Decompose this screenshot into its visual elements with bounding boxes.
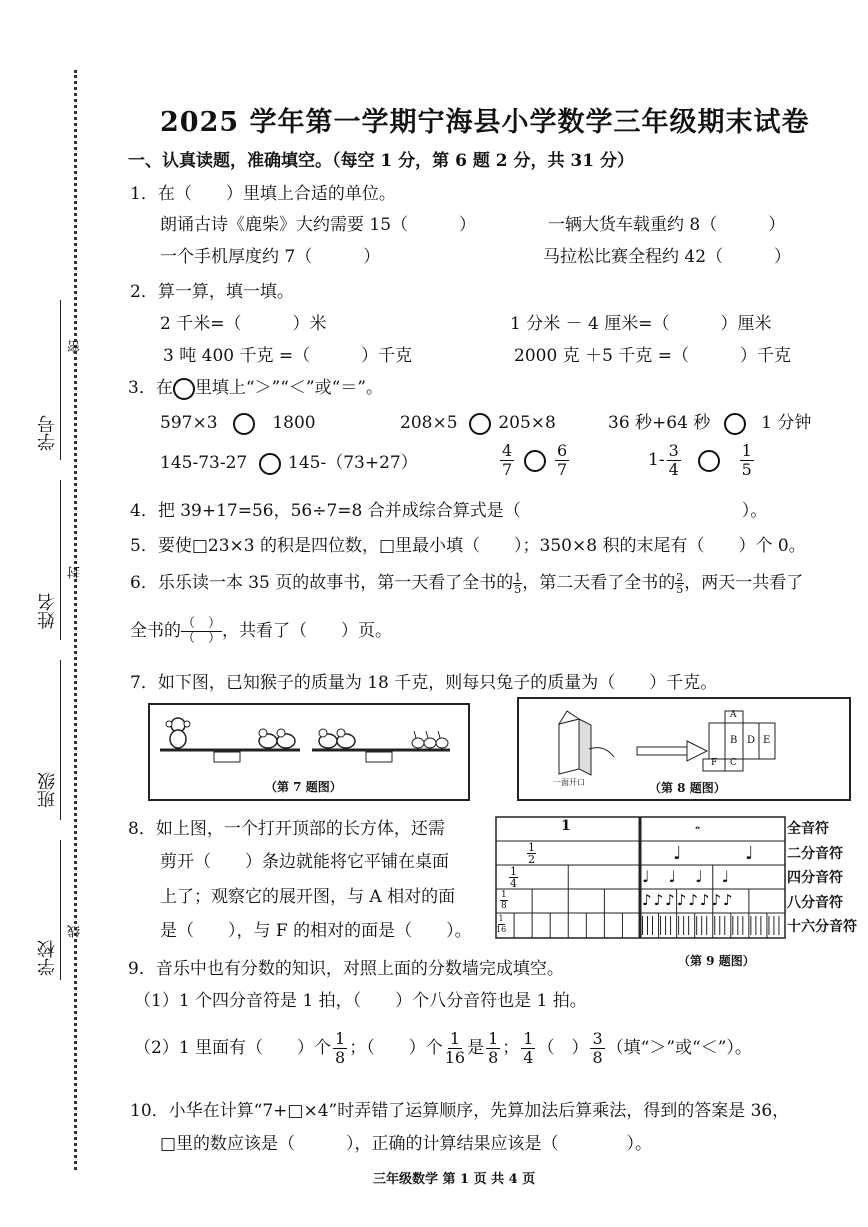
wall-cell-1: 1 [561,818,571,834]
q9-s2-e: （ ） [537,1038,589,1058]
monkey-icon [166,718,190,748]
face-a: A [730,710,737,720]
fig7-box [148,703,470,801]
q2-d: 2000 克 ＋5 千克 =（ ）千克 [514,346,791,366]
half-note-icon: ♩ [673,843,682,864]
q3-c-left: 36 秒+64 秒 [608,413,711,433]
q9-frac2: $\frac{1}{16}$ [444,1029,466,1067]
q3-e-circle[interactable] [524,450,546,472]
q6-blank-frac[interactable]: （ ） （ ） [182,616,222,646]
q9-s2-d: ； [502,1038,520,1058]
quarter-note-icons: ♩♩♩♩ [642,867,749,886]
binding-dotted-line [74,70,77,1170]
fig9-caption: （第 9 题图） [678,954,755,968]
wall-quarter: 1 4 [510,865,517,890]
whole-note-icon: 𝅝 [695,818,701,833]
q9-frac5: $\frac{3}{8}$ [592,1029,603,1067]
q2-c: 3 吨 400 千克 =（ ）千克 [163,346,413,366]
q9-frac4: $\frac{1}{4}$ [523,1029,534,1067]
q9-stem: 9．音乐中也有分数的知识，对照上面的分数墙完成填空。 [128,959,564,979]
fraction-wall [495,816,787,944]
q3-e-frac1: $\frac{4}{7}$ [502,441,513,479]
fig7-caption: （第 7 题图） [265,780,342,794]
face-b: B [730,735,738,746]
q3-stem-post: 里填上“＞”“＜”或“＝”。 [194,378,383,398]
q6-line1 [130,572,803,595]
banji-label: 班级 [37,772,58,808]
fig8-box [517,697,851,801]
face-c: C [730,758,737,768]
q9-s2-c: 是 [467,1038,485,1058]
q4: 4．把 39+17=56，56÷7=8 合并成综合算式是（ ）。 [130,501,768,521]
half-note-icon-2: ♩ [745,843,754,864]
label-eighth: 八分音符 [787,894,843,911]
q9-frac3: $\frac{1}{8}$ [488,1029,499,1067]
q3-a-left: 597×3 [160,413,218,433]
q9-s2-f: （填“＞”或“＜”）。 [606,1038,752,1058]
wall-sixteenth: 1 16 [496,914,507,934]
eighth-note-icons: ♪♪♪♪♪♪♪♪ [642,891,735,909]
note-labels [787,817,868,940]
q1-d: 马拉松比赛全程约 42（ ） [543,247,792,267]
q3-a [160,412,316,435]
q6-text-4: 全书的 [130,621,181,641]
q2-stem: 2．算一算，填一填。 [130,282,294,302]
q3-f-circle[interactable] [698,450,720,472]
fig8-open-label: 一面开口 [553,778,585,787]
q3-f [648,442,756,479]
q7: 7．如下图，已知猴子的质量为 18 千克，则每只兔子的质量为（ ）千克。 [130,673,718,693]
wall-eighth: 1 8 [501,890,507,911]
q8-line1: 8．如上图，一个打开顶部的长方体，还需 [128,819,445,839]
q3-a-circle[interactable] [233,413,255,435]
puppy-icons [259,729,295,748]
q1-b: 一辆大货车载重约 8（ ） [548,215,786,235]
xuehao-label: 学号 [37,415,58,451]
q9-s2 [134,1030,752,1067]
q3-f-frac1: $\frac{3}{4}$ [668,441,679,479]
puppy-icons-2 [319,729,355,748]
q1-a: 朗诵古诗《鹿柴》大约需要 15（ ） [160,215,477,235]
q3-stem-pre: 3．在 [128,378,173,398]
wall-half: 1 2 [528,841,535,866]
q3-b [400,412,556,435]
xian-char: 线 [68,925,83,938]
q3-d-right: 145-（73+27） [288,453,418,473]
label-sixteenth: 十六分音符 [787,919,857,935]
q3-d-left: 145-73-27 [160,453,248,473]
q2-a: 2 千米=（ ）米 [160,314,327,334]
q10-line2: □里的数应该是（ ），正确的计算结果应该是（ ）。 [160,1134,653,1154]
q6-text-1: 6．乐乐读一本 35 页的故事书，第一天看了全书的 [130,573,514,593]
q9-s1: （1）1 个四分音符是 1 拍，（ ）个八分音符也是 1 拍。 [134,991,587,1011]
q3-c [608,412,811,435]
q9-frac1: $\frac{1}{8}$ [335,1029,346,1067]
q3-d-circle[interactable] [259,453,281,475]
compare-circle-icon [173,378,195,400]
q8-line2: 剪开（ ）条边就能将它平铺在桌面 [160,852,449,872]
page-title: 2025 学年第一学期宁海县小学数学三年级期末试卷 [160,107,810,138]
xingming-label: 姓名 [37,593,58,629]
q3-d [160,452,418,475]
q8-line3: 上了；观察它的展开图，与 A 相对的面 [160,887,456,907]
q3-stem [128,377,383,400]
q3-f-frac2: $\frac{1}{5}$ [741,441,752,479]
q6-text-3: ，两天一共看了 [684,573,804,593]
q3-a-right: 1800 [272,413,316,433]
face-d: D [747,735,756,746]
section-heading: 一、认真读题，准确填空。（每空 1 分，第 6 题 2 分，共 31 分） [128,151,634,171]
face-e: E [763,735,771,746]
rabbit-icons [412,731,448,748]
q6-line2 [130,617,392,646]
label-quarter: 四分音符 [787,870,843,886]
q6-text-5: ，共看了（ ）页。 [222,621,393,641]
page-footer: 三年级数学 第 1 页 共 4 页 [373,1172,536,1187]
mi-char: 密 [68,340,83,353]
q9-s2-a: （2）1 里面有（ ）个 [134,1038,332,1058]
q3-b-circle[interactable] [469,413,491,435]
feng-char: 封 [68,566,83,579]
q3-b-right: 205×8 [498,413,556,433]
q6-frac1: $\frac{1}{5}$ [514,571,522,596]
q3-f-pre: 1- [648,450,665,470]
q3-c-right: 1 分钟 [761,413,812,433]
q3-e-frac2: $\frac{6}{7}$ [557,441,568,479]
q2-b: 1 分米 － 4 厘米=（ ）厘米 [510,314,772,334]
carton-icon [559,711,614,775]
q8-line4: 是（ ），与 F 的相对的面是（ ）。 [160,921,472,941]
q9-s2-b: ；（ ）个 [349,1038,443,1058]
label-whole: 全音符 [787,821,829,837]
q3-c-circle[interactable] [724,413,746,435]
q5: 5．要使□23×3 的积是四位数，□里最小填（ ）；350×8 积的末尾有（ ）个 0。 [130,536,806,556]
fig8-caption: （第 8 题图） [649,781,726,795]
q6-text-2: ，第二天看了全书的 [522,573,676,593]
label-half: 二分音符 [787,845,843,862]
arrow-icon [637,741,707,761]
q3-b-left: 208×5 [400,413,458,433]
q1-stem: 1．在（ ）里填上合适的单位。 [130,184,396,204]
q1-c: 一个手机厚度约 7（ ） [160,247,381,267]
face-f: F [711,758,718,768]
q6-frac2: $\frac{2}{5}$ [676,571,684,596]
xuexiao-label: 学校 [37,940,58,976]
q10-line1: 10．小华在计算“7+□×4”时弄错了运算顺序，先算加法后算乘法，得到的答案是 36， [130,1101,790,1121]
q3-e [498,442,571,479]
